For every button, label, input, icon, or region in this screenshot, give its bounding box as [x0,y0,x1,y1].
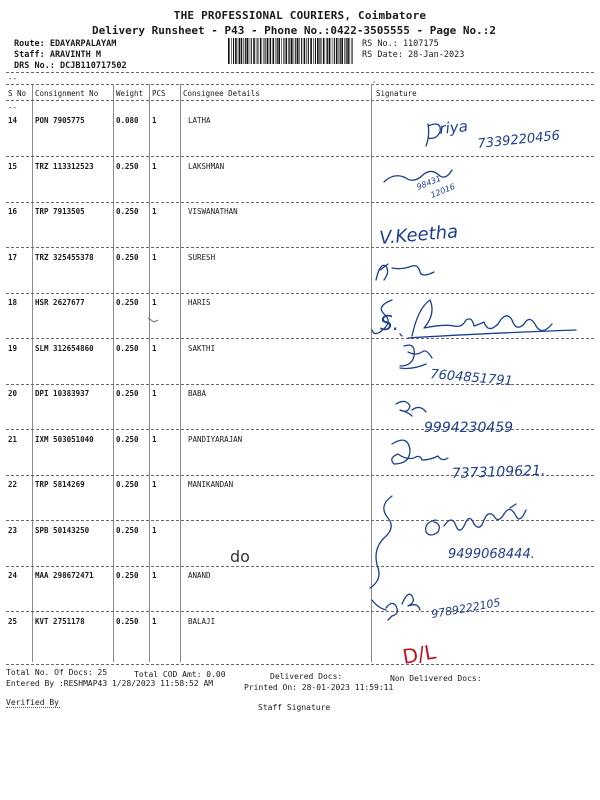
col-header-pcs: PCS [152,89,166,98]
barcode-bar [286,38,288,64]
barcode-bar [267,38,269,64]
signature-scribble [392,440,448,464]
barcode-bar [329,38,331,64]
header-divider [6,72,594,73]
cell-sno: 19 [8,343,18,353]
barcode-bar [273,38,275,64]
handwritten-text: 7339220456 [476,128,561,152]
cell-consignee: LAKSHMAN [188,161,225,171]
barcode-bar [341,38,343,64]
dash-mark: -- [8,103,18,112]
barcode-bar [243,38,244,64]
signature-scribble [510,504,516,508]
barcode-bar [253,38,255,64]
barcode-bar [239,38,240,64]
cell-consignment: SPB 50143250 [35,525,90,535]
barcode-bar [327,38,328,64]
row-divider [6,293,594,294]
barcode-bar [277,38,278,64]
handwritten-text: V.Keetha [378,221,459,249]
row-divider [6,202,594,203]
handwritten-text: riya [438,117,469,138]
header-divider-2 [6,84,594,85]
barcode-bar [323,38,325,64]
cell-sno: 20 [8,389,18,398]
signature-scribble [370,496,392,588]
row-divider [6,611,594,612]
column-divider [32,84,33,662]
barcode-bar [334,38,335,64]
cell-weight: 0.080 [116,116,139,125]
cell-weight: 0.250 [116,389,139,398]
cell-pcs: 1 [152,571,157,580]
column-header-divider [6,100,594,101]
cell-weight: 0.250 [116,616,139,626]
company-title: THE PROFESSIONAL COURIERS, Coimbatore [173,9,427,22]
barcode-bar [281,38,282,64]
staff-signature: Staff Signature [258,703,331,712]
barcode-bar [339,38,340,64]
cell-pcs: 1 [152,161,157,171]
cell-consignee: SAKTHI [188,343,216,353]
barcode-bar [294,38,295,64]
footer-divider [6,664,594,665]
barcode-bar [283,38,284,64]
total-docs: Total No. Of Docs: 25 [6,668,108,677]
cell-sno: 22 [8,480,18,489]
barcode-bar [332,38,333,64]
cell-consignee: LATHA [188,116,211,125]
signature-scribble [426,124,440,146]
col-header-consignment: Consignment No [35,89,99,98]
handwritten-text: 9994230459 [424,420,514,436]
barcode-bar [308,38,309,64]
cell-pcs: 1 [152,480,157,489]
cell-sno: 14 [8,116,18,125]
verified-by-line [6,707,60,708]
cell-sno: 18 [8,298,18,307]
col-header-signature: Signature [376,89,417,98]
barcode-bar [238,38,239,64]
cell-consignee: PANDIYARAJAN [188,434,243,444]
barcode-bar [320,38,321,64]
signature-scribble [400,345,432,366]
handwritten-text: 12016 [429,181,457,200]
cell-consignment: KVT 2751178 [35,616,85,626]
barcode-image [228,38,354,64]
cell-pcs: 1 [152,298,157,307]
total-cod-amount: Total COD Amt: 0.00 [134,670,226,679]
column-divider [180,84,181,662]
signature-scribble [372,300,402,336]
handwritten-text: S. [380,311,400,335]
signature-scribble [384,170,452,182]
barcode-bar [306,38,307,64]
dash-mark: -- [8,74,18,83]
row-divider [6,475,594,476]
col-header-sno: S No [8,89,27,98]
barcode-bar [336,38,338,64]
barcode-bar [352,38,353,64]
rs-number: RS No.: 1107175 [362,39,439,49]
barcode-bar [313,38,314,64]
col-header-weight: Weight [116,89,144,98]
cell-consignment: TRP 7913505 [35,207,85,216]
cell-pcs: 1 [152,434,157,444]
row-divider [6,247,594,248]
cell-weight: 0.250 [116,343,139,353]
barcode-bar [276,38,277,64]
barcode-bar [299,38,300,64]
handwritten-text: 9499068444. [448,547,535,562]
barcode-bar [228,38,230,64]
cell-weight: 0.250 [116,161,139,171]
barcode-bar [247,38,249,64]
barcode-bar [346,38,347,64]
barcode-bar [231,38,232,64]
cell-consignment: MAA 298672471 [35,571,94,580]
cell-consignment: SLM 312654860 [35,343,94,353]
cell-consignee: BABA [188,389,207,398]
cell-sno: 23 [8,525,18,535]
drs-number: DRS No.: DCJB110717502 [14,61,127,71]
cell-weight: 0.250 [116,252,139,262]
barcode-bar [245,38,246,64]
signature-scribble [372,594,420,620]
cell-sno: 24 [8,571,18,580]
barcode-bar [249,38,250,64]
row-divider [6,520,594,521]
cell-sno: 15 [8,161,18,171]
cell-pcs: 1 [152,389,157,398]
verified-by: Verified By [6,698,59,707]
signature-scribble [396,401,426,416]
barcode-bar [289,38,290,64]
col-header-consignee: Consignee Details [183,89,260,98]
handwritten-text: 98431 [415,173,443,192]
cell-consignee: BALAJI [188,616,216,626]
barcode-bar [263,38,264,64]
handwritten-text: 9789222105 [430,595,502,621]
barcode-bar [319,38,320,64]
cell-sno: 16 [8,207,18,216]
barcode-bar [288,38,289,64]
signature-scribble [400,364,426,369]
barcode-bar [241,38,243,64]
cell-consignment: IXM 503051040 [35,434,94,444]
signature-scribble [380,264,388,270]
row-divider [6,156,594,157]
cell-sno: 25 [8,616,18,626]
barcode-bar [347,38,349,64]
barcode-bar [265,38,266,64]
runsheet-title: Delivery Runsheet - P43 - Phone No.:0422-3505555 - Page No.:2 [92,24,496,37]
barcode-bar [297,38,299,64]
barcode-bar [251,38,252,64]
barcode-bar [301,38,302,64]
cell-consignment: DPI 10383937 [35,389,90,398]
cell-consignment: TRZ 113312523 [35,161,94,171]
row-divider [6,566,594,567]
barcode-bar [304,38,306,64]
signature-scribble [376,265,434,280]
row-divider [6,384,594,385]
cell-pcs: 1 [152,525,157,535]
barcode-bar [310,38,312,64]
cell-consignment: HSR 2627677 [35,298,85,307]
printed-on: Printed On: 28-01-2023 11:59:11 [244,683,394,692]
handwritten-text: 7373109621. [451,462,546,482]
cell-weight: 0.250 [116,480,139,489]
cell-weight: 0.250 [116,434,139,444]
barcode-bar [344,38,345,64]
entered-by: Entered By :RESHMAP43 1/28/2023 11:58:52 AM [6,679,214,688]
barcode-bar [278,38,280,64]
row-divider [6,338,594,339]
non-delivered-docs: Non Delivered Docs: [390,674,482,683]
cell-consignment: TRP 5814269 [35,480,85,489]
cell-consignee: ANAND [188,571,211,580]
barcode-bar [317,38,319,64]
column-divider [149,84,150,662]
barcode-bar [269,38,270,64]
cell-sno: 21 [8,434,18,444]
cell-consignee: MANIKANDAN [188,480,234,489]
cell-pcs: 1 [152,207,157,216]
staff-label: Staff: ARAVINTH M [14,50,101,60]
barcode-bar [326,38,327,64]
cell-weight: 0.250 [116,207,139,216]
barcode-bar [270,38,271,64]
cell-pcs: 1 [152,616,157,626]
cell-pcs: 1 [152,252,157,262]
cell-sno: 17 [8,252,18,262]
barcode-bar [260,38,262,64]
cell-weight: 0.250 [116,525,139,535]
signature-scribble [408,330,576,338]
delivered-docs: Delivered Docs: [270,672,343,681]
cell-consignment: TRZ 325455378 [35,252,94,262]
cell-weight: 0.250 [116,571,139,580]
cell-pcs: 1 [152,116,157,125]
row-divider [6,429,594,430]
signature-scribble [426,509,526,535]
barcode-bar [257,38,258,64]
cell-consignee: VISWANATHAN [188,207,238,216]
barcode-bar [233,38,234,64]
red-ink-dl-mark: D/L [400,639,438,669]
cell-pcs: 1 [152,343,157,353]
cell-weight: 0.250 [116,298,139,307]
barcode-bar [256,38,257,64]
rs-date: RS Date: 28-Jan-2023 [362,50,465,60]
barcode-bar [315,38,316,64]
handwritten-text: 7604851791 [429,367,514,390]
barcode-bar [295,38,296,64]
barcode-bar [291,38,293,64]
cell-consignee: HARIS [188,298,211,307]
barcode-bar [235,38,237,64]
route-label: Route: EDAYARPALAYAM [14,39,117,49]
barcode-bar [350,38,351,64]
column-divider [113,84,114,662]
barcode-bar [340,38,341,64]
pencil-do-mark: do [230,547,250,566]
cell-consignment: PON 7905775 [35,116,85,125]
cell-consignee: SURESH [188,252,216,262]
column-divider [371,84,372,662]
signature-scribble [412,300,552,336]
